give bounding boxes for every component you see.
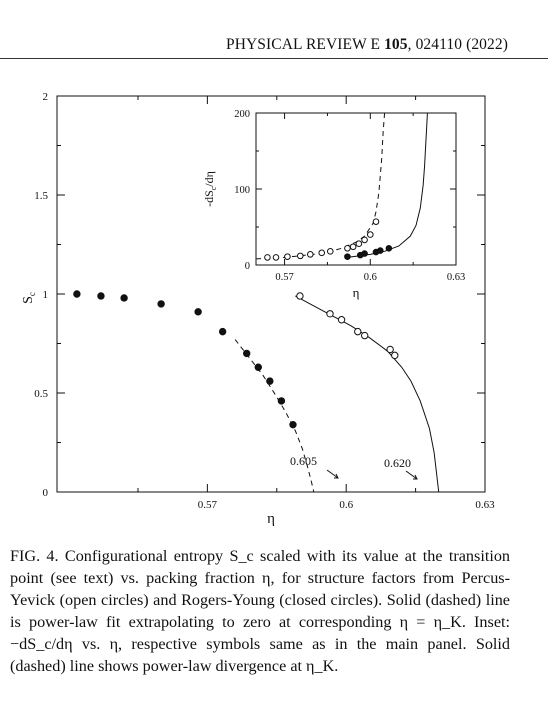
inset-open-circle-point: [350, 244, 356, 250]
inset-open-circle-point: [319, 250, 325, 256]
arrow-0620: [406, 471, 417, 479]
inset-open-circle-point: [367, 232, 373, 238]
inset-ytick-label: 100: [234, 185, 250, 196]
annotation-0620: 0.620: [384, 456, 411, 470]
main-open-circle-point: [387, 346, 393, 352]
inset-open-circle-point: [285, 254, 291, 260]
inset-open-circle-point: [345, 245, 351, 251]
inset-y-axis-label: $-dS_c/d\eta$: [202, 171, 218, 207]
inset-x-axis-label: η: [352, 285, 360, 300]
journal-pages-year: , 024110 (2022): [407, 36, 508, 53]
inset-open-circle-point: [373, 219, 379, 225]
inset-open-circle-point: [327, 249, 333, 255]
caption-text: Configurational entropy S_c scaled with its value at the transition point (see text) vs. packing fraction η, for structure factors from Percus-Yevick (open circles) and Rogers-Young (closed circles). Solid (dashed) line is power-law fit extrapolating to zero at corresponding η = η_K. Inset: −dS_c/dη vs. η, respective symbols same as in the main panel. Solid (dashed) line shows power-law divergence at η_K.: [10, 547, 511, 675]
main-ytick-label: 0: [42, 487, 48, 499]
main-x-axis-label: η: [267, 511, 275, 527]
main-closed-circle-point: [244, 350, 250, 356]
inset-xtick-label: 0.63: [446, 272, 466, 283]
main-xtick-label: 0.63: [475, 499, 495, 511]
main-ytick-label: 1.5: [34, 190, 48, 202]
inset-xtick-label: 0.57: [275, 272, 294, 283]
main-closed-circle-point: [98, 293, 104, 299]
main-closed-circle-point: [195, 309, 201, 315]
main-closed-circle-point: [219, 328, 225, 334]
main-closed-circle-point: [121, 295, 127, 301]
main-open-circle-point: [338, 317, 344, 323]
main-xtick-label: 0.6: [339, 499, 354, 511]
main-ytick-label: 1: [42, 289, 48, 301]
main-ytick-label: 0.5: [34, 388, 48, 400]
inset-open-circle-point: [362, 237, 368, 243]
caption-label: FIG. 4.: [10, 547, 59, 565]
main-dashed-fit-line: [235, 340, 314, 492]
inset-panel: [202, 109, 465, 300]
journal-name: PHYSICAL REVIEW E: [225, 36, 385, 53]
inset-open-circle-point: [265, 255, 271, 261]
inset-closed-circle-point: [362, 251, 368, 257]
main-closed-circle-point: [255, 364, 261, 370]
inset-ytick-label: 200: [234, 109, 250, 120]
main-closed-circle-point: [74, 291, 80, 297]
figure-caption: [10, 545, 510, 677]
main-closed-circle-point: [290, 421, 296, 427]
journal-volume: 105: [384, 36, 408, 53]
main-open-circle-point: [327, 311, 333, 317]
inset-closed-circle-point: [377, 248, 383, 254]
main-open-circle-point: [361, 332, 367, 338]
inset-ytick-label: 0: [244, 261, 250, 272]
main-closed-circle-point: [158, 301, 164, 307]
main-open-circle-point: [355, 328, 361, 334]
inset-open-circle-point: [297, 253, 303, 259]
main-xtick-label: 0.57: [197, 499, 218, 511]
main-closed-circle-point: [278, 398, 284, 404]
main-ytick-label: 2: [42, 91, 48, 103]
inset-closed-circle-point: [345, 254, 351, 260]
inset-open-circle-point: [273, 255, 279, 261]
inset-xtick-label: 0.6: [363, 272, 377, 283]
annotation-0605: 0.605: [290, 454, 317, 468]
inset-open-circle-point: [307, 252, 313, 258]
inset-open-circle-point: [356, 241, 362, 247]
inset-closed-circle-point: [386, 245, 392, 251]
main-open-circle-point: [297, 293, 303, 299]
main-y-axis-label: $S_c$: [21, 292, 37, 304]
main-open-circle-point: [392, 352, 398, 358]
main-closed-circle-point: [267, 378, 273, 384]
arrow-0605: [327, 470, 338, 478]
